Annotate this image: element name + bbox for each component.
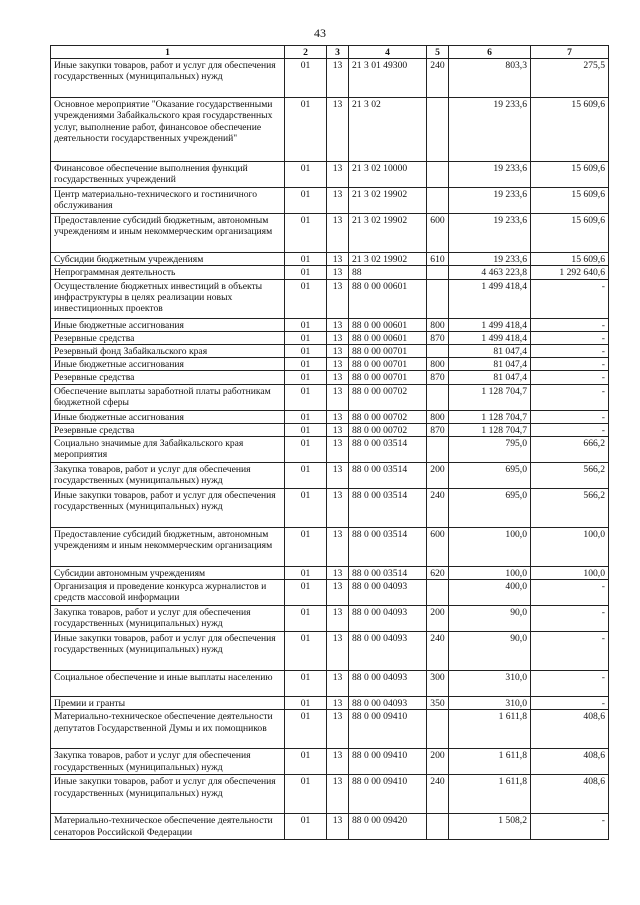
section-code-cell: 01 xyxy=(285,775,327,814)
table-row xyxy=(51,437,609,463)
subsection-code-cell: 13 xyxy=(327,489,349,528)
table-row xyxy=(51,318,609,331)
expense-type-cell: 870 xyxy=(427,423,449,436)
subsection-code-cell: 13 xyxy=(327,567,349,580)
row-name-cell: Субсидии бюджетным учреждениям xyxy=(51,253,285,266)
amount-cell: 19 233,6 xyxy=(449,253,531,266)
subsection-code-cell: 13 xyxy=(327,410,349,423)
section-code-cell: 01 xyxy=(285,318,327,331)
expense-type-cell xyxy=(427,580,449,606)
row-name-cell: Закупка товаров, работ и услуг для обеспечения государственных (муниципальных) нужд xyxy=(51,463,285,489)
column-header: 4 xyxy=(349,46,427,59)
column-header: 3 xyxy=(327,46,349,59)
amount-cell: - xyxy=(531,580,609,606)
subsection-code-cell: 13 xyxy=(327,528,349,567)
section-code-cell: 01 xyxy=(285,266,327,279)
target-article-cell: 88 0 00 04093 xyxy=(349,632,427,671)
subsection-code-cell: 13 xyxy=(327,671,349,697)
amount-cell: 19 233,6 xyxy=(449,162,531,188)
section-code-cell: 01 xyxy=(285,567,327,580)
expense-type-cell: 200 xyxy=(427,606,449,632)
target-article-cell: 88 0 00 00601 xyxy=(349,331,427,344)
expense-type-cell: 300 xyxy=(427,671,449,697)
target-article-cell: 21 3 02 10000 xyxy=(349,162,427,188)
column-header: 2 xyxy=(285,46,327,59)
table-row xyxy=(51,279,609,318)
expense-type-cell xyxy=(427,162,449,188)
section-code-cell: 01 xyxy=(285,710,327,749)
row-name-cell: Иные закупки товаров, работ и услуг для обеспечения государственных (муниципальных) нужд xyxy=(51,489,285,528)
amount-cell: 695,0 xyxy=(449,463,531,489)
amount-cell: 1 128 704,7 xyxy=(449,410,531,423)
amount-cell: 81 047,4 xyxy=(449,371,531,384)
target-article-cell: 88 0 00 03514 xyxy=(349,437,427,463)
target-article-cell: 88 0 00 00702 xyxy=(349,423,427,436)
column-header: 7 xyxy=(531,46,609,59)
target-article-cell: 88 0 00 00702 xyxy=(349,384,427,410)
table-row xyxy=(51,606,609,632)
target-article-cell: 21 3 01 49300 xyxy=(349,59,427,98)
amount-cell: - xyxy=(531,814,609,840)
target-article-cell: 88 0 00 00701 xyxy=(349,358,427,371)
section-code-cell: 01 xyxy=(285,188,327,214)
amount-cell: 81 047,4 xyxy=(449,345,531,358)
amount-cell: - xyxy=(531,331,609,344)
subsection-code-cell: 13 xyxy=(327,580,349,606)
subsection-code-cell: 13 xyxy=(327,606,349,632)
amount-cell: - xyxy=(531,423,609,436)
amount-cell: 408,6 xyxy=(531,710,609,749)
expense-type-cell: 240 xyxy=(427,489,449,528)
amount-cell: 100,0 xyxy=(449,528,531,567)
expense-type-cell xyxy=(427,188,449,214)
amount-cell: - xyxy=(531,410,609,423)
table-row xyxy=(51,214,609,253)
table-row xyxy=(51,98,609,162)
amount-cell: - xyxy=(531,606,609,632)
row-name-cell: Иные закупки товаров, работ и услуг для обеспечения государственных (муниципальных) нужд xyxy=(51,59,285,98)
expense-type-cell: 600 xyxy=(427,528,449,567)
table-row xyxy=(51,188,609,214)
row-name-cell: Резервные средства xyxy=(51,331,285,344)
budget-table xyxy=(50,45,609,840)
amount-cell: - xyxy=(531,279,609,318)
amount-cell: 100,0 xyxy=(531,528,609,567)
section-code-cell: 01 xyxy=(285,606,327,632)
subsection-code-cell: 13 xyxy=(327,463,349,489)
table-row xyxy=(51,371,609,384)
section-code-cell: 01 xyxy=(285,749,327,775)
expense-type-cell xyxy=(427,384,449,410)
section-code-cell: 01 xyxy=(285,580,327,606)
amount-cell: - xyxy=(531,358,609,371)
row-name-cell: Финансовое обеспечение выполнения функций государственных учреждений xyxy=(51,162,285,188)
expense-type-cell xyxy=(427,266,449,279)
expense-type-cell xyxy=(427,98,449,162)
target-article-cell: 88 0 00 00701 xyxy=(349,371,427,384)
table-row xyxy=(51,410,609,423)
subsection-code-cell: 13 xyxy=(327,632,349,671)
expense-type-cell xyxy=(427,437,449,463)
section-code-cell: 01 xyxy=(285,384,327,410)
amount-cell: - xyxy=(531,697,609,710)
amount-cell: 81 047,4 xyxy=(449,358,531,371)
row-name-cell: Иные закупки товаров, работ и услуг для обеспечения государственных (муниципальных) нужд xyxy=(51,632,285,671)
amount-cell: 1 499 418,4 xyxy=(449,279,531,318)
subsection-code-cell: 13 xyxy=(327,710,349,749)
subsection-code-cell: 13 xyxy=(327,775,349,814)
table-row xyxy=(51,253,609,266)
target-article-cell: 88 0 00 09420 xyxy=(349,814,427,840)
section-code-cell: 01 xyxy=(285,671,327,697)
table-body xyxy=(51,59,609,840)
expense-type-cell xyxy=(427,345,449,358)
amount-cell: 1 611,8 xyxy=(449,775,531,814)
expense-type-cell: 240 xyxy=(427,775,449,814)
amount-cell: 695,0 xyxy=(449,489,531,528)
amount-cell: 1 508,2 xyxy=(449,814,531,840)
target-article-cell: 21 3 02 19902 xyxy=(349,214,427,253)
row-name-cell: Социальное обеспечение и иные выплаты населению xyxy=(51,671,285,697)
expense-type-cell: 350 xyxy=(427,697,449,710)
target-article-cell: 21 3 02 19902 xyxy=(349,253,427,266)
row-name-cell: Материально-техническое обеспечение деятельности сенаторов Российской Федерации xyxy=(51,814,285,840)
row-name-cell: Социально значимые для Забайкальского края мероприятия xyxy=(51,437,285,463)
row-name-cell: Осуществление бюджетных инвестиций в объекты инфраструктуры в целях реализации новых инвестиционных проектов xyxy=(51,279,285,318)
target-article-cell: 88 0 00 00601 xyxy=(349,279,427,318)
expense-type-cell xyxy=(427,710,449,749)
table-header-row xyxy=(51,46,609,59)
row-name-cell: Субсидии автономным учреждениям xyxy=(51,567,285,580)
table-row xyxy=(51,331,609,344)
table-row xyxy=(51,671,609,697)
section-code-cell: 01 xyxy=(285,59,327,98)
row-name-cell: Закупка товаров, работ и услуг для обеспечения государственных (муниципальных) нужд xyxy=(51,749,285,775)
amount-cell: 310,0 xyxy=(449,671,531,697)
amount-cell: 408,6 xyxy=(531,775,609,814)
expense-type-cell: 600 xyxy=(427,214,449,253)
amount-cell: 4 463 223,8 xyxy=(449,266,531,279)
row-name-cell: Премии и гранты xyxy=(51,697,285,710)
table-row xyxy=(51,697,609,710)
expense-type-cell: 870 xyxy=(427,331,449,344)
row-name-cell: Иные бюджетные ассигнования xyxy=(51,410,285,423)
row-name-cell: Иные бюджетные ассигнования xyxy=(51,358,285,371)
target-article-cell: 88 0 00 04093 xyxy=(349,580,427,606)
section-code-cell: 01 xyxy=(285,331,327,344)
row-name-cell: Закупка товаров, работ и услуг для обеспечения государственных (муниципальных) нужд xyxy=(51,606,285,632)
amount-cell: - xyxy=(531,371,609,384)
target-article-cell: 88 0 00 00601 xyxy=(349,318,427,331)
amount-cell: 19 233,6 xyxy=(449,188,531,214)
amount-cell: 100,0 xyxy=(449,567,531,580)
amount-cell: 803,3 xyxy=(449,59,531,98)
section-code-cell: 01 xyxy=(285,632,327,671)
amount-cell: - xyxy=(531,318,609,331)
subsection-code-cell: 13 xyxy=(327,423,349,436)
row-name-cell: Резервные средства xyxy=(51,423,285,436)
section-code-cell: 01 xyxy=(285,410,327,423)
amount-cell: 1 499 418,4 xyxy=(449,331,531,344)
section-code-cell: 01 xyxy=(285,371,327,384)
amount-cell: 19 233,6 xyxy=(449,214,531,253)
section-code-cell: 01 xyxy=(285,279,327,318)
expense-type-cell: 800 xyxy=(427,318,449,331)
target-article-cell: 88 0 00 03514 xyxy=(349,567,427,580)
row-name-cell: Организация и проведение конкурса журналистов и средств массовой информации xyxy=(51,580,285,606)
target-article-cell: 88 0 00 09410 xyxy=(349,749,427,775)
row-name-cell: Предоставление субсидий бюджетным, автономным учреждениям и иным некоммерческим организациям xyxy=(51,528,285,567)
amount-cell: 90,0 xyxy=(449,606,531,632)
subsection-code-cell: 13 xyxy=(327,358,349,371)
table-row xyxy=(51,423,609,436)
row-name-cell: Иные бюджетные ассигнования xyxy=(51,318,285,331)
expense-type-cell: 200 xyxy=(427,749,449,775)
amount-cell: - xyxy=(531,384,609,410)
amount-cell: 408,6 xyxy=(531,749,609,775)
section-code-cell: 01 xyxy=(285,437,327,463)
expense-type-cell xyxy=(427,814,449,840)
target-article-cell: 21 3 02 xyxy=(349,98,427,162)
target-article-cell: 88 0 00 03514 xyxy=(349,463,427,489)
subsection-code-cell: 13 xyxy=(327,59,349,98)
section-code-cell: 01 xyxy=(285,697,327,710)
amount-cell: 15 609,6 xyxy=(531,253,609,266)
amount-cell: 566,2 xyxy=(531,489,609,528)
amount-cell: 90,0 xyxy=(449,632,531,671)
target-article-cell: 88 0 00 04093 xyxy=(349,606,427,632)
row-name-cell: Центр материально-технического и гостиничного обслуживания xyxy=(51,188,285,214)
target-article-cell: 88 0 00 00701 xyxy=(349,345,427,358)
expense-type-cell: 870 xyxy=(427,371,449,384)
amount-cell: 19 233,6 xyxy=(449,98,531,162)
amount-cell: - xyxy=(531,632,609,671)
amount-cell: 666,2 xyxy=(531,437,609,463)
subsection-code-cell: 13 xyxy=(327,162,349,188)
target-article-cell: 88 0 00 09410 xyxy=(349,710,427,749)
amount-cell: 795,0 xyxy=(449,437,531,463)
subsection-code-cell: 13 xyxy=(327,253,349,266)
amount-cell: 1 611,8 xyxy=(449,710,531,749)
table-row xyxy=(51,528,609,567)
subsection-code-cell: 13 xyxy=(327,318,349,331)
expense-type-cell: 620 xyxy=(427,567,449,580)
table-row xyxy=(51,775,609,814)
expense-type-cell: 800 xyxy=(427,410,449,423)
expense-type-cell: 800 xyxy=(427,358,449,371)
expense-type-cell: 610 xyxy=(427,253,449,266)
subsection-code-cell: 13 xyxy=(327,188,349,214)
subsection-code-cell: 13 xyxy=(327,98,349,162)
section-code-cell: 01 xyxy=(285,463,327,489)
target-article-cell: 88 0 00 04093 xyxy=(349,697,427,710)
amount-cell: 15 609,6 xyxy=(531,98,609,162)
target-article-cell: 88 xyxy=(349,266,427,279)
table-row xyxy=(51,162,609,188)
column-header: 1 xyxy=(51,46,285,59)
amount-cell: 566,2 xyxy=(531,463,609,489)
amount-cell: 100,0 xyxy=(531,567,609,580)
table-row xyxy=(51,489,609,528)
amount-cell: 400,0 xyxy=(449,580,531,606)
table-row xyxy=(51,814,609,840)
section-code-cell: 01 xyxy=(285,98,327,162)
amount-cell: - xyxy=(531,345,609,358)
section-code-cell: 01 xyxy=(285,214,327,253)
section-code-cell: 01 xyxy=(285,253,327,266)
table-row xyxy=(51,358,609,371)
expense-type-cell xyxy=(427,279,449,318)
row-name-cell: Непрограммная деятельность xyxy=(51,266,285,279)
subsection-code-cell: 13 xyxy=(327,331,349,344)
table-row xyxy=(51,632,609,671)
row-name-cell: Резервный фонд Забайкальского края xyxy=(51,345,285,358)
subsection-code-cell: 13 xyxy=(327,266,349,279)
row-name-cell: Предоставление субсидий бюджетным, автономным учреждениям и иным некоммерческим организациям xyxy=(51,214,285,253)
amount-cell: 1 128 704,7 xyxy=(449,423,531,436)
table-row xyxy=(51,567,609,580)
amount-cell: 1 499 418,4 xyxy=(449,318,531,331)
table-row xyxy=(51,384,609,410)
table-row xyxy=(51,710,609,749)
subsection-code-cell: 13 xyxy=(327,749,349,775)
table-row xyxy=(51,463,609,489)
section-code-cell: 01 xyxy=(285,489,327,528)
table-row xyxy=(51,345,609,358)
column-header: 5 xyxy=(427,46,449,59)
subsection-code-cell: 13 xyxy=(327,345,349,358)
subsection-code-cell: 13 xyxy=(327,214,349,253)
subsection-code-cell: 13 xyxy=(327,814,349,840)
section-code-cell: 01 xyxy=(285,423,327,436)
amount-cell: 15 609,6 xyxy=(531,162,609,188)
amount-cell: - xyxy=(531,671,609,697)
row-name-cell: Основное мероприятие "Оказание государственными учреждениями Забайкальского края государственных услуг, выполнение работ, финансовое обеспечение деятельности государственных учреждений" xyxy=(51,98,285,162)
subsection-code-cell: 13 xyxy=(327,279,349,318)
row-name-cell: Резервные средства xyxy=(51,371,285,384)
subsection-code-cell: 13 xyxy=(327,384,349,410)
row-name-cell: Обеспечение выплаты заработной платы работникам бюджетной сферы xyxy=(51,384,285,410)
amount-cell: 1 611,8 xyxy=(449,749,531,775)
section-code-cell: 01 xyxy=(285,528,327,567)
subsection-code-cell: 13 xyxy=(327,371,349,384)
target-article-cell: 88 0 00 03514 xyxy=(349,528,427,567)
page-number: 43 xyxy=(314,26,326,40)
target-article-cell: 88 0 00 00702 xyxy=(349,410,427,423)
table-row xyxy=(51,59,609,98)
expense-type-cell: 240 xyxy=(427,59,449,98)
target-article-cell: 88 0 00 03514 xyxy=(349,489,427,528)
column-header: 6 xyxy=(449,46,531,59)
section-code-cell: 01 xyxy=(285,162,327,188)
expense-type-cell: 240 xyxy=(427,632,449,671)
expense-type-cell: 200 xyxy=(427,463,449,489)
amount-cell: 1 128 704,7 xyxy=(449,384,531,410)
target-article-cell: 21 3 02 19902 xyxy=(349,188,427,214)
row-name-cell: Иные закупки товаров, работ и услуг для обеспечения государственных (муниципальных) нужд xyxy=(51,775,285,814)
target-article-cell: 88 0 00 09410 xyxy=(349,775,427,814)
subsection-code-cell: 13 xyxy=(327,697,349,710)
amount-cell: 275,5 xyxy=(531,59,609,98)
amount-cell: 310,0 xyxy=(449,697,531,710)
amount-cell: 15 609,6 xyxy=(531,188,609,214)
table-row xyxy=(51,266,609,279)
subsection-code-cell: 13 xyxy=(327,437,349,463)
target-article-cell: 88 0 00 04093 xyxy=(349,671,427,697)
section-code-cell: 01 xyxy=(285,358,327,371)
section-code-cell: 01 xyxy=(285,814,327,840)
section-code-cell: 01 xyxy=(285,345,327,358)
amount-cell: 1 292 640,6 xyxy=(531,266,609,279)
amount-cell: 15 609,6 xyxy=(531,214,609,253)
table-row xyxy=(51,580,609,606)
row-name-cell: Материально-техническое обеспечение деятельности депутатов Государственной Думы и их помощников xyxy=(51,710,285,749)
table-row xyxy=(51,749,609,775)
